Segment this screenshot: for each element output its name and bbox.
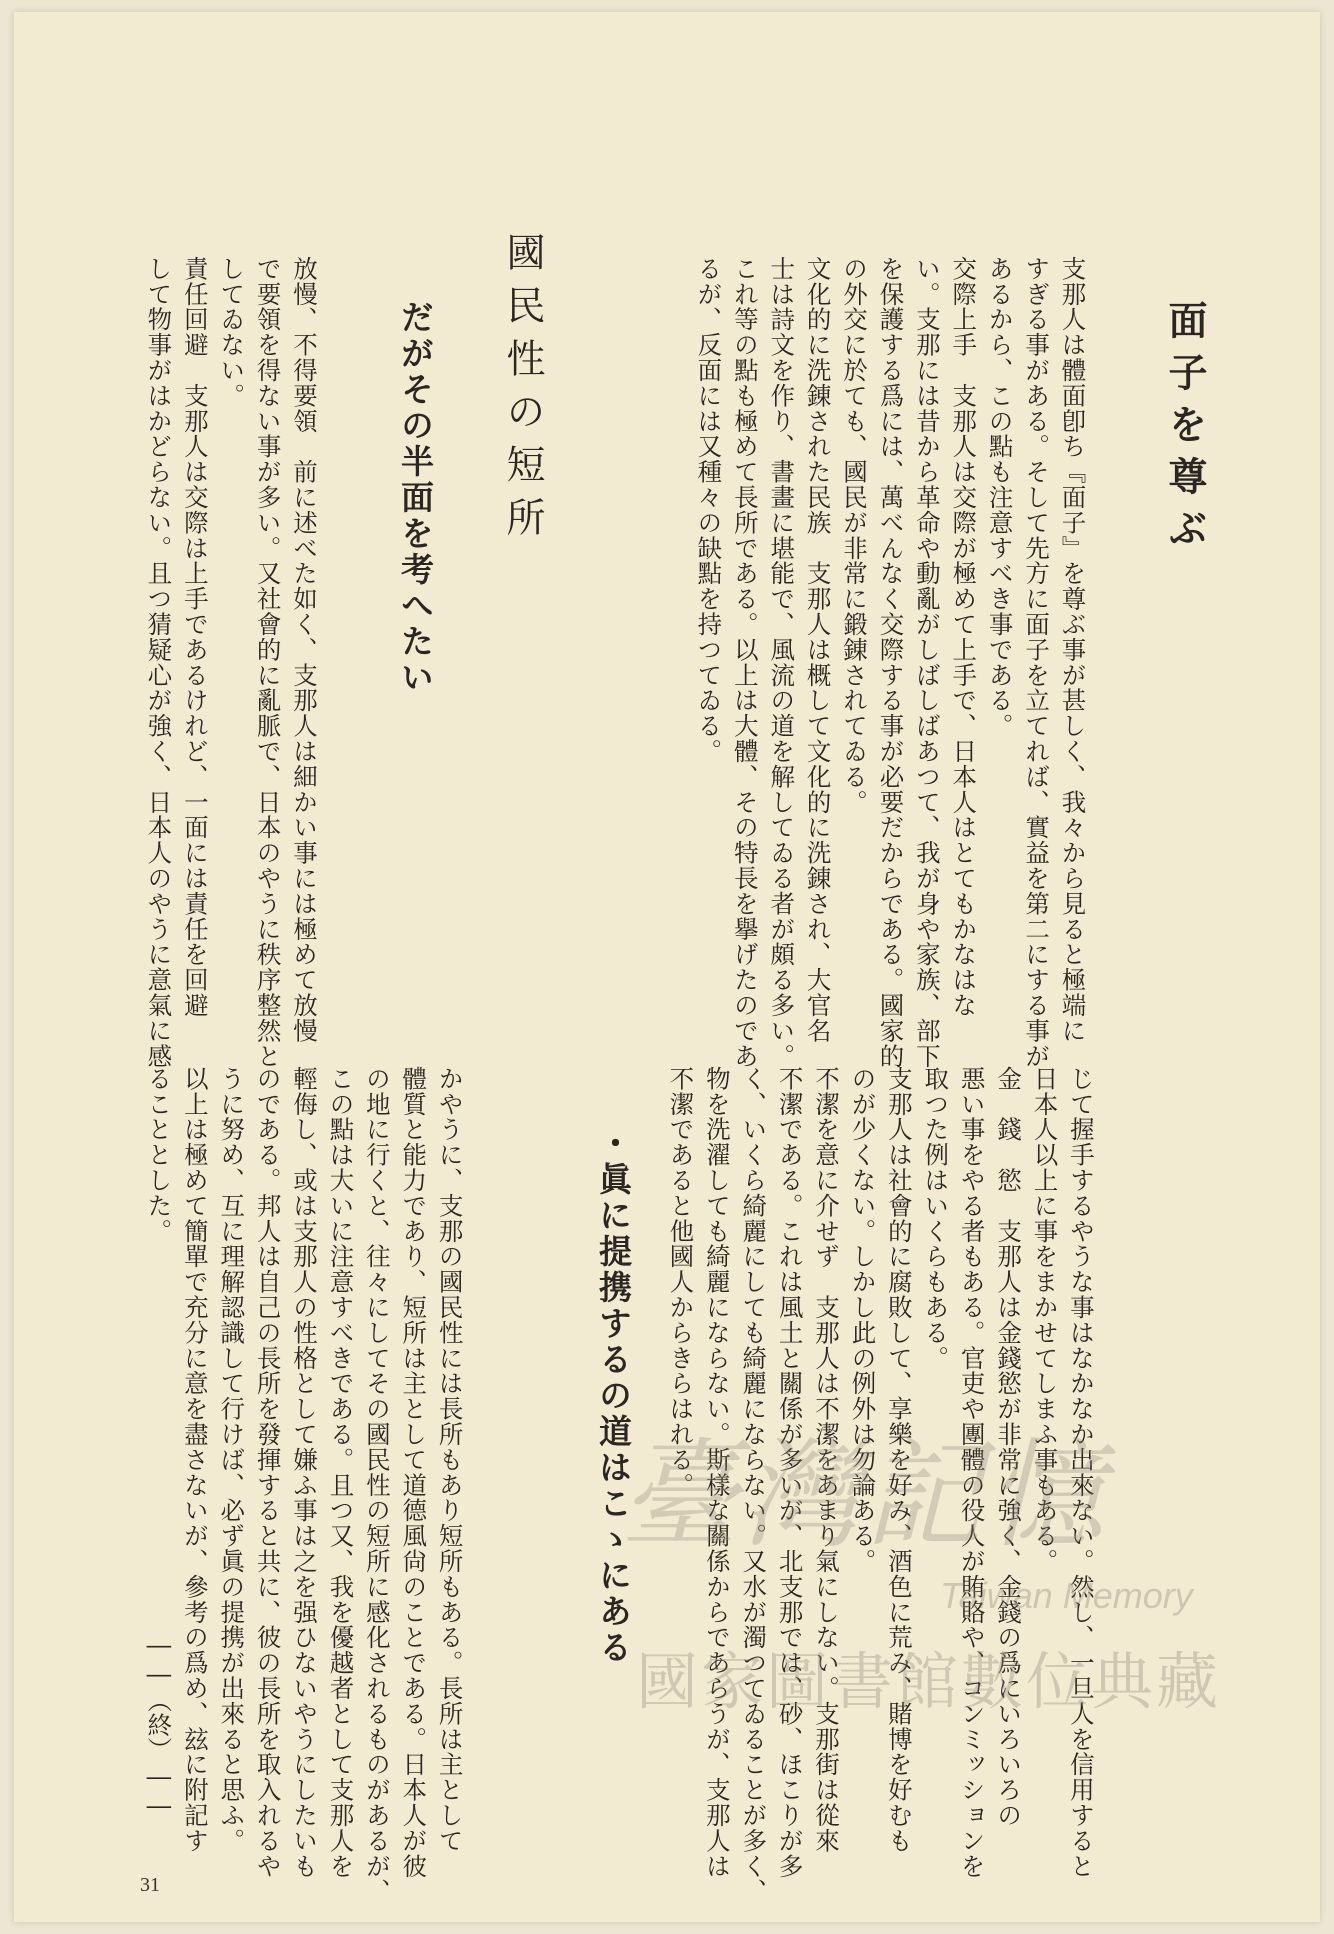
text-column: これ等の點も極めて長所である。以上は大體、その特長を擧げたのであ [730, 255, 760, 1069]
watermark-institution: 國家圖書館數位典藏 [636, 1645, 1222, 1718]
watermark-english: Taiwan Memory [940, 1575, 1193, 1616]
text-column: 責任回避 支那人は交際は上手であるけれど、一面には責任を回避 [180, 255, 210, 1018]
text-column: を保護する爲には、萬べんなく交際する事が必要だからである。國家的 [876, 255, 906, 1069]
end-mark: ――（終）―― [144, 1630, 174, 1820]
text-column: 支那人は體面卽ち『面子』を尊ぶ事が甚しく、我々から見ると極端に [1058, 255, 1088, 1044]
text-column: 輕侮し、或は支那人の性格として嫌ふ事は之を强ひないやうにしたいも [290, 1065, 320, 1879]
text-column: すぎる事がある。そして先方に面子を立てれば、實益を第二にする事が [1022, 255, 1052, 1069]
text-column: ることとした。 [144, 1065, 174, 1244]
text-column: 不潔であると他國人からきらはれる。 [666, 1065, 696, 1498]
upper-text-block [690, 196, 1127, 1069]
section-title-shortcomings: 國民性の短所 [500, 232, 545, 550]
text-column: 不潔を意に介せず 支那人は不潔をあまり氣にしない。支那街は從來 [812, 1065, 842, 1854]
section-subtitle: だがその半面を考へたい [396, 300, 435, 696]
text-column: るが、反面には又種々の缺點を持つてゐる。 [694, 255, 724, 764]
text-column: の外交に於ても、國民が非常に鍛錬されてゐる。 [840, 255, 870, 815]
text-column: この點は大いに注意すべきである。且つ又、我を優越者として支那人を [326, 1065, 356, 1879]
text-column: で要領を得ない事が多い。又社會的に亂脈で、日本のやうに秩序整然と [253, 255, 283, 1069]
text-column: うに努め、互に理解認識して行けば、必ず眞の提携が出來ると思ふ。 [217, 1065, 247, 1854]
text-column: 金 錢 慾 支那人は金錢慾が非常に強く、金錢の爲にいろいろの [994, 1065, 1024, 1828]
text-column: かやうに、支那の國民性には長所もあり短所もある。長所は主として [435, 1065, 465, 1854]
text-column: の地に行くと、往々にしてその國民性の短所に感化されるものがあるが、 [362, 1065, 392, 1905]
text-column: のである。邦人は自己の長所を發揮すると共に、彼の長所を取入れるや [253, 1065, 283, 1879]
title-mentsu: 面子を尊ぶ [1162, 300, 1207, 560]
section-subtitle-cooperation: ・眞に提携するの道はこゝにある [594, 1126, 633, 1666]
text-column: 取つた例はいくらもある。 [921, 1065, 951, 1371]
text-column: 悪い事をやる者もある。官吏や團體の役人が賄賂や、コンミッションを [957, 1065, 987, 1879]
text-column: してゐない。 [217, 255, 247, 409]
text-column: あるから、この點も注意すべき事である。 [985, 255, 1015, 739]
text-column: 交際上手 支那人は交際が極めて上手で、日本人はとてもかなはな [949, 255, 979, 1018]
lower-text-block-2 [140, 1006, 504, 1904]
text-column: 文化的に洗錬された民族 支那人は概して文化的に洗錬され、大官名 [803, 255, 833, 1044]
watermark-logo: 臺灣記憶 [620, 1426, 1109, 1564]
upper-text-block-2 [140, 196, 358, 1069]
text-column: 不潔である。これは風土と關係が多いが、北支那では、砂、ほこりが多 [775, 1065, 805, 1879]
text-column: じて握手するやうな事はなかなか出來ない。然し、一旦人を信用すると [1066, 1065, 1096, 1879]
text-column: 支那人は社會的に腐敗して、享樂を好み、酒色に荒み、賭博を好むも [884, 1065, 914, 1854]
text-column: 士は詩文を作り、書畫に堪能で、風流の道を解してゐる者が頗る多い。 [767, 255, 797, 1069]
text-column: のが少くない。しかし此の例外は勿論ある。 [848, 1065, 878, 1574]
text-column: く、いくら綺麗にしても綺麗にならない。又水が濁つてゐることが多く、 [739, 1065, 769, 1905]
page-number: 31 [140, 1874, 160, 1896]
text-column: 日本人以上に事をまかせてしまふ事もある。 [1030, 1065, 1060, 1574]
text-column: い。支那には昔から革命や動亂がしばしばあつて、我が身や家族、部下 [912, 255, 942, 1069]
text-column: 以上は極めて簡單で充分に意を盡さないが、參考の爲め、玆に附記す [180, 1065, 210, 1854]
text-column: 物を洗濯しても綺麗にならない。斯樣な關係からであらうが、支那人は [702, 1065, 732, 1879]
text-column: して物事がはかどらない。且つ猜疑心が強く、日本人のやうに意氣に感 [144, 255, 174, 1069]
text-column: 放慢、不得要領 前に述べた如く、支那人は細かい事には極めて放慢 [290, 255, 320, 1044]
text-column: 體質と能力であり、短所は主として道德風尙のことである。日本人が彼 [399, 1065, 429, 1879]
